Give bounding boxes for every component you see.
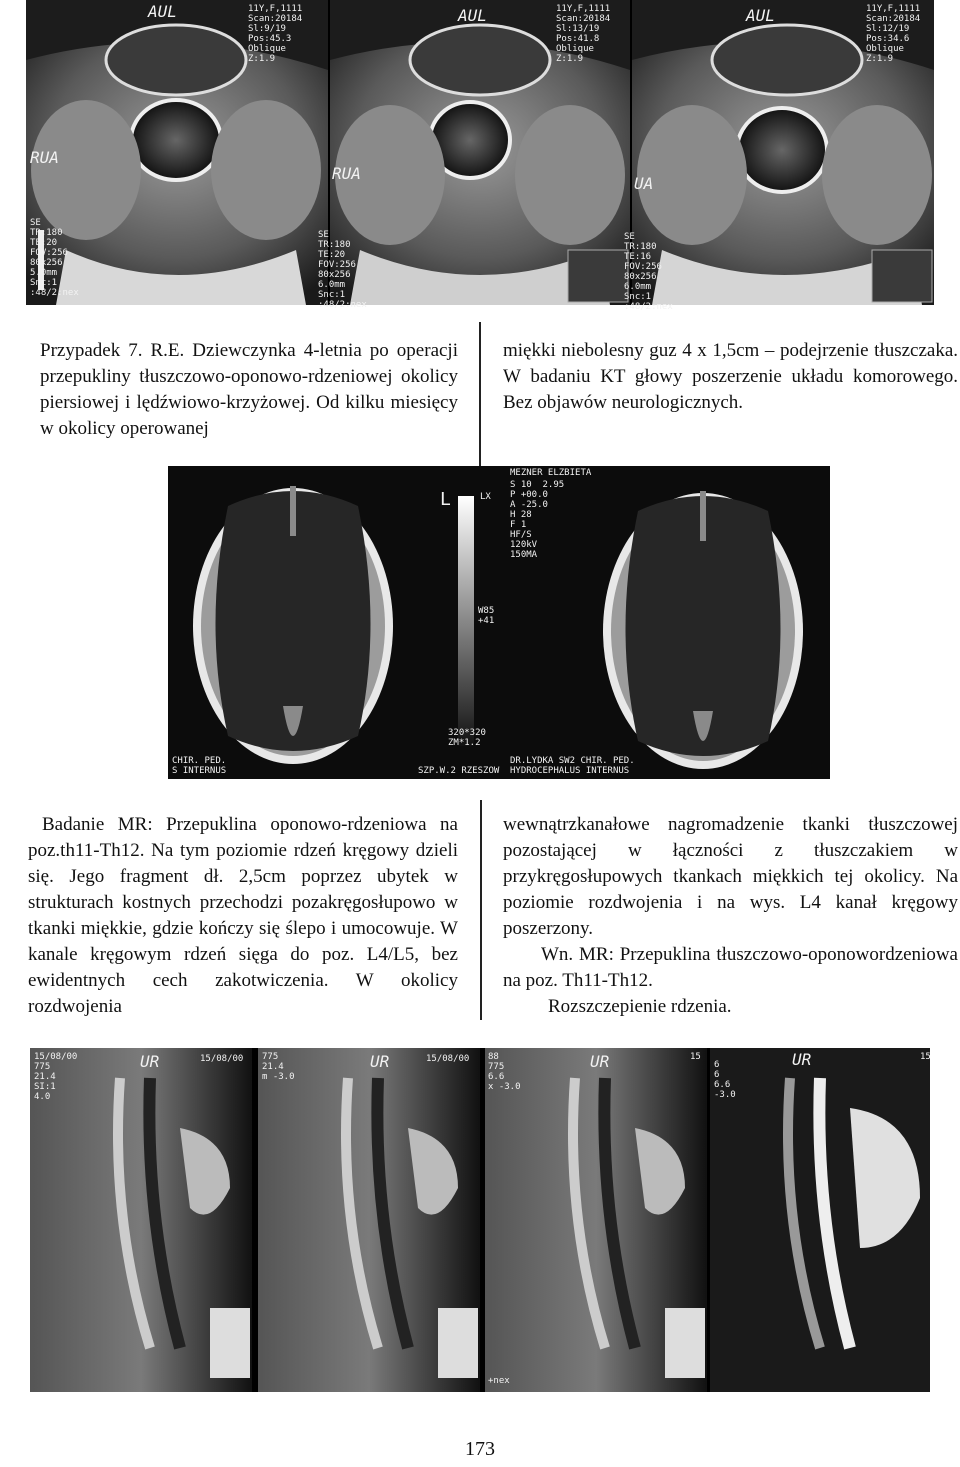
paragraph-1-right-text: miękki niebolesny guz 4 x 1,5cm – podejrzenie tłuszczaka. W badaniu KT głowy poszerzenie układu komorowego. Bez objawów neurologicznych. bbox=[503, 340, 958, 413]
axial-2-orientation: AUL bbox=[458, 6, 487, 25]
mri-sagittal-figure bbox=[30, 1048, 930, 1392]
paragraph-2-left-text: Badanie MR: Przepuklina oponowo-rdzeniowa na poz.th11-Th12. Na tym poziomie rdzeń kręgowy dzieli się. Jego fragment dł. 2,5cm poprzez ubytek w strukturach kostnych przechodzi pozakręgosłupowo w tkanki miękkie, gdzie kończy się ślepo i umocowuje. W kanale kręgowym rdzeń sięga do poz. L4/L5, bez ewidentnych cech zakotwiczenia. W okolicy rozdwojenia bbox=[28, 814, 458, 1017]
sag-4-info: 6 6 6.6 -3.0 bbox=[714, 1060, 736, 1100]
mri-axial-image bbox=[26, 0, 934, 305]
ct-params: S 10 2.95 P +00.0 A -25.0 H 28 F 1 HF/S 120kV 150MA bbox=[510, 480, 565, 560]
ct-left-head bbox=[193, 486, 393, 764]
column-divider-1 bbox=[479, 322, 481, 468]
sag-1-orientation: UR bbox=[140, 1052, 160, 1071]
axial-1-side: RUA bbox=[30, 148, 59, 167]
paragraph-2-right-text: wewnątrzkanałowe nagromadzenie tkanki tłuszczowej pozostającej w łączności z tłuszczakiem w przykręgosłupowych tkankach miękkich tej okolicy. Na poziomie rozdwojenia i na wys. L4 kanał kręgowy poszerzony. bbox=[503, 814, 958, 939]
mri-sagittal-image bbox=[30, 1048, 930, 1392]
paragraph-1-left-text: Przypadek 7. R.E. Dziewczynka 4-letnia po operacji przepukliny tłuszczowo-oponowo-rdzeniowej okolicy piersiowej i lędźwiowo-krzyżowej. Od kilku miesięcy w okolicy operowanej bbox=[40, 340, 458, 439]
paragraph-2-conclusion-2: Rozszczepienie rdzenia. bbox=[548, 996, 732, 1017]
ct-zoom: 320*320 ZM*1.2 bbox=[448, 728, 486, 748]
ct-header-right: MEZNER ELZBIETA bbox=[510, 468, 592, 478]
sag-1-info: 15/08/00 775 21.4 SI:1 4.0 bbox=[34, 1052, 78, 1102]
axial-2-info-top: 11Y,F,1111 Scan:20184 Sl:13/19 Pos:41.8 Oblique Z:1.9 bbox=[556, 4, 611, 64]
sag-2-date: 15/08/00 bbox=[426, 1054, 470, 1064]
sagittal-panel-3 bbox=[485, 1048, 707, 1392]
axial-3-side: UA bbox=[634, 174, 654, 193]
ct-bottom-left: CHIR. PED. S INTERNUS bbox=[172, 756, 227, 776]
sagittal-panel-2 bbox=[258, 1048, 480, 1392]
paragraph-1-left bbox=[40, 338, 458, 442]
axial-1-orientation: AUL bbox=[148, 2, 177, 21]
ct-right-head bbox=[603, 491, 803, 769]
ct-scan-image bbox=[168, 466, 830, 779]
ct-scale-mid: W85 +41 bbox=[478, 606, 495, 626]
ct-bottom-right: DR.LYDKA SW2 CHIR. PED. HYDROCEPHALUS INTERNUS bbox=[510, 756, 635, 776]
axial-3-info-bottom: SE TR:180 TE:16 FOV:256 80x256 6.0mm Snc:1 :48/2:nex bbox=[624, 232, 673, 312]
axial-3-info-top: 11Y,F,1111 Scan:20184 Sl:12/19 Pos:34.6 Oblique Z:1.9 bbox=[866, 4, 921, 64]
axial-2-side: RUA bbox=[332, 164, 361, 183]
sag-2-info: 775 21.4 m -3.0 bbox=[262, 1052, 295, 1082]
paragraph-2-conclusion: Wn. MR: Przepuklina tłuszczowo-oponowordzeniowa na poz. Th11-Th12. bbox=[503, 944, 958, 991]
axial-3-orientation: AUL bbox=[746, 6, 775, 25]
paragraph-2-right bbox=[503, 812, 958, 1020]
sag-3-info: 88 775 6.6 x -3.0 bbox=[488, 1052, 521, 1092]
paragraph-2-left bbox=[28, 812, 458, 1020]
mri-axial-figure bbox=[26, 0, 934, 312]
sag-1-date: 15/08/00 bbox=[200, 1054, 244, 1064]
axial-2-info-bottom: SE TR:180 TE:20 FOV:256 80x256 6.0mm Snc:1 :48/2:nex bbox=[318, 230, 367, 310]
column-divider-2 bbox=[480, 800, 482, 1020]
axial-1-info-top: 11Y,F,1111 Scan:20184 Sl:9/19 Pos:45.3 Oblique Z:1.9 bbox=[248, 4, 303, 64]
sag-4-orientation: UR bbox=[792, 1050, 812, 1069]
ct-marker-l: L bbox=[440, 489, 451, 510]
ct-scan-figure bbox=[168, 466, 830, 779]
sagittal-panel-4 bbox=[710, 1048, 930, 1392]
sag-4-date: 15 bbox=[920, 1052, 931, 1062]
sag-footer: +nex bbox=[488, 1376, 510, 1386]
sag-2-orientation: UR bbox=[370, 1052, 390, 1071]
ct-bottom-center: SZP.W.2 RZESZOW bbox=[418, 766, 500, 776]
ct-scale-bar bbox=[458, 496, 474, 746]
ct-scale-top: LX bbox=[480, 492, 491, 502]
paragraph-1-right bbox=[503, 338, 958, 416]
sag-3-date: 15 bbox=[690, 1052, 701, 1062]
axial-1-info-bottom: SE TR:180 TE:20 FOV:256 80x256 5.0mm Snc:1 :48/2:nex bbox=[30, 218, 79, 298]
sag-3-orientation: UR bbox=[590, 1052, 610, 1071]
page-number: 173 bbox=[465, 1438, 495, 1460]
